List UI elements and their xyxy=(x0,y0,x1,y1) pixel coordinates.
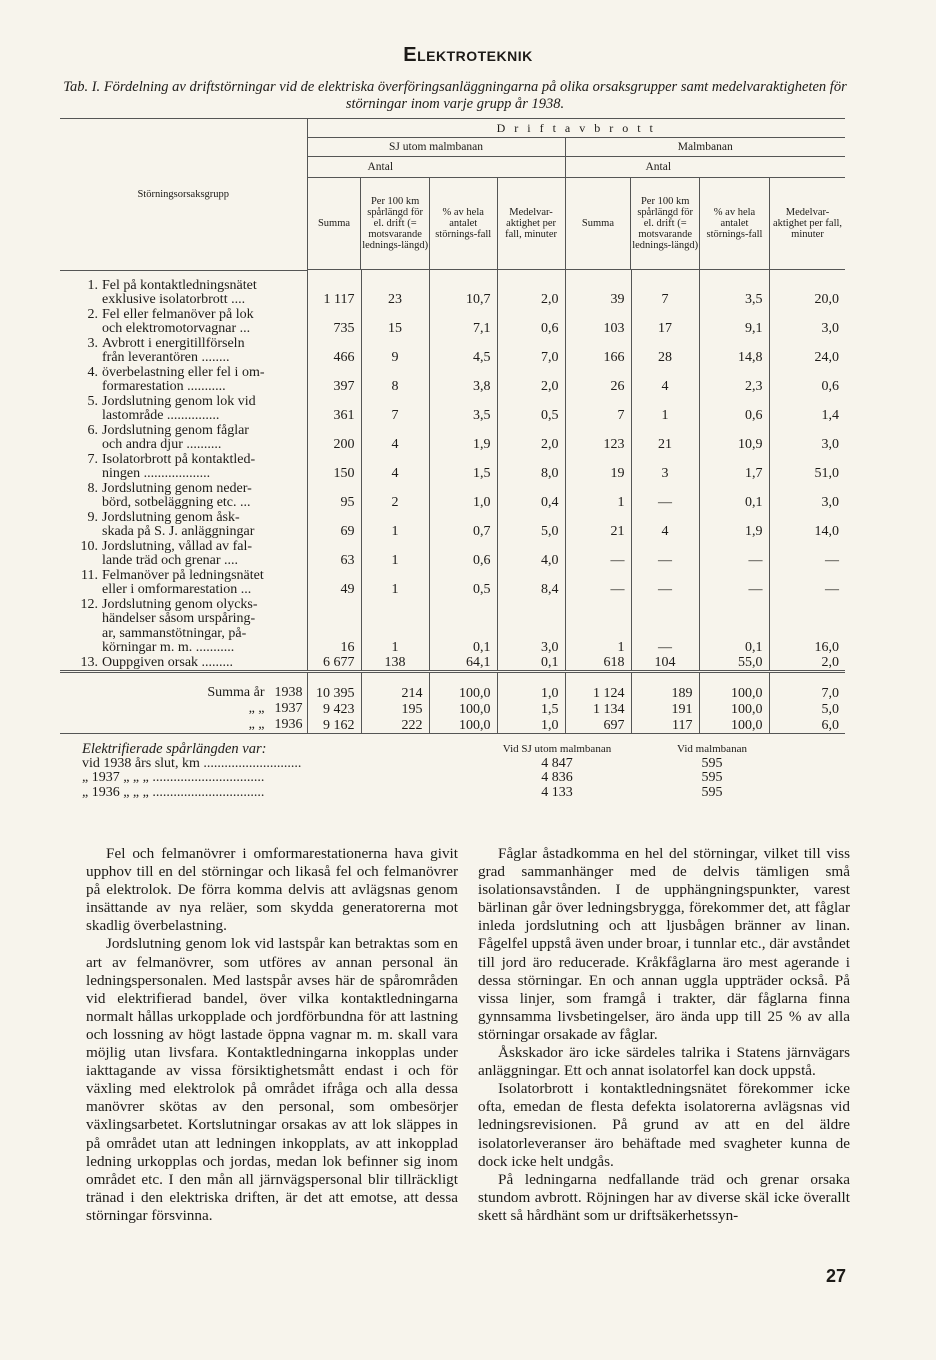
table-cell: 23 xyxy=(361,293,429,308)
table-cell: 1,5 xyxy=(429,467,497,482)
table-cell: 5,0 xyxy=(497,525,565,540)
electrified-row xyxy=(82,771,792,786)
table-row xyxy=(60,308,845,323)
table-row xyxy=(60,270,845,293)
row-label: överbelastning eller fel i om- xyxy=(102,364,265,380)
row-number: 6. xyxy=(87,422,98,438)
table-cell: 0,1 xyxy=(429,641,497,656)
sum-cell: 189 xyxy=(631,672,699,702)
row-number: 8. xyxy=(87,480,98,496)
table-row xyxy=(60,569,845,584)
table-cell: 17 xyxy=(631,322,699,337)
header-antal-malm: Antal xyxy=(645,160,672,173)
table-cell: — xyxy=(699,583,769,598)
table-row xyxy=(60,453,845,468)
table-cell: 95 xyxy=(307,496,361,511)
table-cell: 14,8 xyxy=(699,351,769,366)
table-cell: 14,0 xyxy=(769,525,845,540)
table-cell: 9 xyxy=(361,351,429,366)
table-cell: 24,0 xyxy=(769,351,845,366)
paragraph: På ledningarna nedfallande träd och grenar orsaka stundom avbrott. Röjningen har av diverse skäl icke överallt skett så hårdhänt som ur driftsäkerhetssyn- xyxy=(478,1170,850,1224)
table-cell: 3,0 xyxy=(769,496,845,511)
table-cell: 618 xyxy=(565,656,631,672)
row-label: Fel eller felmanöver på lok xyxy=(102,306,254,322)
sum-year: 1938 xyxy=(274,685,303,700)
sum-cell: 5,0 xyxy=(769,701,845,717)
table-row xyxy=(60,395,845,410)
table-cell: — xyxy=(699,554,769,569)
table-cell: — xyxy=(565,583,631,598)
table-cell: 1 xyxy=(565,496,631,511)
sum-cell: 100,0 xyxy=(699,701,769,717)
sum-label: „ „ xyxy=(248,717,265,732)
row-label: börd, sotbeläggning etc. ... xyxy=(102,495,251,510)
row-label: och andra djur .......... xyxy=(102,437,222,452)
table-cell: 3,0 xyxy=(769,322,845,337)
table-row xyxy=(60,409,845,424)
table-cell: 6 677 xyxy=(307,656,361,672)
sum-year: 1936 xyxy=(274,717,303,732)
table-cell: 200 xyxy=(307,438,361,453)
table-cell: 49 xyxy=(307,583,361,598)
table-cell: 1,7 xyxy=(699,467,769,482)
table-row xyxy=(60,351,845,366)
row-label: Ouppgiven orsak ......... xyxy=(102,654,234,670)
table-cell: — xyxy=(565,554,631,569)
sum-cell: 9 162 xyxy=(307,717,361,734)
table-cell: — xyxy=(631,641,699,656)
sum-row xyxy=(60,672,845,702)
table-cell: 735 xyxy=(307,322,361,337)
row-number: 10. xyxy=(80,538,98,554)
sum-cell: 7,0 xyxy=(769,672,845,702)
table-cell: 16,0 xyxy=(769,641,845,656)
row-label: eller i omformarestation ... xyxy=(102,582,252,597)
table-cell: — xyxy=(769,583,845,598)
table-cell: 361 xyxy=(307,409,361,424)
electrified-row xyxy=(82,786,792,801)
sum-cell: 100,0 xyxy=(699,717,769,734)
table-cell: 64,1 xyxy=(429,656,497,672)
table-cell: 10,9 xyxy=(699,438,769,453)
paragraph: Fåglar åstadkomma en hel del störningar, vilket till viss grad sammanhänger med de delvis tämligen små isolationsavstånden. I de upphängningspunkter, varest bärlinan går över ledningsbrygga, förekommer det, att fåglar inleda jordslutning och att ljusbågen bränner av linan. Fågelfel uppstå även under broar, i tunnlar etc., där avståndet till jord äro reducerade. Kråkfåglarna äro mest agerande i dessa störningar. En och annan uggla uppträder också. På vissa linjer, som framgå i trakter, där fåglarna finna gynnsamma livsbetingelser, äro ända upp till 25 % av alla störningar orsakade av fåglar. xyxy=(478,845,850,1043)
table-cell: 104 xyxy=(631,656,699,672)
table-row xyxy=(60,322,845,337)
header-sj: SJ utom malmbanan xyxy=(389,140,483,153)
row-label: Isolatorbrott på kontaktled- xyxy=(102,451,256,467)
table-row xyxy=(60,337,845,352)
table-cell: 0,7 xyxy=(429,525,497,540)
row-number: 5. xyxy=(87,393,98,409)
sum-year: 1937 xyxy=(274,701,303,716)
table-cell: — xyxy=(631,496,699,511)
sum-label: „ „ xyxy=(248,701,265,716)
row-number: 9. xyxy=(87,509,98,525)
table-cell: 4,0 xyxy=(497,554,565,569)
table-cell: 1 xyxy=(361,641,429,656)
table-row xyxy=(60,583,845,598)
table-cell: 2 xyxy=(361,496,429,511)
table-cell: 103 xyxy=(565,322,631,337)
table-cell: 3,0 xyxy=(769,438,845,453)
table-cell: 4,5 xyxy=(429,351,497,366)
row-label: Jordslutning genom fåglar xyxy=(102,422,249,438)
electrified-label: „ 1937 „ „ „ ................................ xyxy=(82,771,265,785)
table-cell: 28 xyxy=(631,351,699,366)
table-cell: 63 xyxy=(307,554,361,569)
disturbance-table xyxy=(60,118,845,734)
table-cell: 7 xyxy=(565,409,631,424)
header-antal-sj: Antal xyxy=(367,160,394,173)
table-cell: 3,0 xyxy=(497,641,565,656)
row-label: händelser såsom urspåring- xyxy=(102,611,256,626)
row-label: Jordslutning genom neder- xyxy=(102,480,252,496)
header-per100-sj: Per 100 km spårlängd för el. drift (= motsvarande lednings-längd) xyxy=(362,196,429,251)
row-label: Avbrott i energitillförseln xyxy=(102,335,245,351)
table-row xyxy=(60,641,845,656)
table-cell: 397 xyxy=(307,380,361,395)
caption-tab: Tab. I. xyxy=(63,79,101,95)
table-row xyxy=(60,598,845,613)
table-row xyxy=(60,525,845,540)
row-number: 7. xyxy=(87,451,98,467)
electrified-row xyxy=(82,757,792,772)
table-cell: 166 xyxy=(565,351,631,366)
header-group: Störningsorsaksgrupp xyxy=(137,188,230,200)
row-label: från leverantören ........ xyxy=(102,350,230,365)
table-row xyxy=(60,627,845,642)
row-number: 12. xyxy=(80,596,98,612)
table-cell: 3,8 xyxy=(429,380,497,395)
table-cell: 4 xyxy=(361,467,429,482)
table-row xyxy=(60,438,845,453)
table-cell: 0,1 xyxy=(497,656,565,672)
header-pct-sj: % av hela antalet störnings-fall xyxy=(435,207,492,240)
table-cell: 1 xyxy=(631,409,699,424)
table-row xyxy=(60,424,845,439)
table-cell: 69 xyxy=(307,525,361,540)
header-summa-sj: Summa xyxy=(317,218,351,229)
table-cell: 7,1 xyxy=(429,322,497,337)
header-medel-malm: Medelvar-aktighet per fall, minuter xyxy=(772,207,843,240)
table-cell: 2,0 xyxy=(769,656,845,672)
table-cell: 21 xyxy=(631,438,699,453)
body-column-right xyxy=(478,845,850,1225)
row-number: 1. xyxy=(87,277,98,293)
table-cell: 0,6 xyxy=(699,409,769,424)
table-cell: 0,1 xyxy=(699,496,769,511)
row-number: 3. xyxy=(87,335,98,351)
table-cell: 1,9 xyxy=(429,438,497,453)
table-cell: 3 xyxy=(631,467,699,482)
row-label: lande träd och grenar .... xyxy=(102,553,239,568)
table-row xyxy=(60,540,845,555)
table-cell: 26 xyxy=(565,380,631,395)
paragraph: Åskskador äro icke särdeles talrika i Statens järnvägars anläggningar. Ett och annat isolatorfel kan dock uppstå. xyxy=(478,1044,850,1080)
sum-label: Summa år xyxy=(207,685,265,700)
table-body xyxy=(60,270,845,672)
row-label: exklusive isolatorbrott .... xyxy=(102,292,246,307)
table-cell: 4 xyxy=(361,438,429,453)
body-column-left xyxy=(86,845,458,1225)
sum-cell: 100,0 xyxy=(429,717,497,734)
header-pct-malm: % av hela antalet störnings-fall xyxy=(706,207,763,240)
table-cell: 3,5 xyxy=(699,293,769,308)
table-cell: 51,0 xyxy=(769,467,845,482)
table-row xyxy=(60,293,845,308)
sum-cell: 1,0 xyxy=(497,717,565,734)
sum-cell: 214 xyxy=(361,672,429,702)
sum-cell: 100,0 xyxy=(429,701,497,717)
table-cell: 8 xyxy=(361,380,429,395)
table-row xyxy=(60,482,845,497)
table-cell: 1 xyxy=(565,641,631,656)
row-number: 2. xyxy=(87,306,98,322)
page-number: 27 xyxy=(826,1266,847,1286)
row-label: Jordslutning genom åsk- xyxy=(102,509,240,525)
table-cell: 123 xyxy=(565,438,631,453)
electrified-label: „ 1936 „ „ „ ................................ xyxy=(82,785,265,800)
table-row xyxy=(60,380,845,395)
row-label: formarestation ........... xyxy=(102,379,226,394)
electrified-b: 595 xyxy=(701,756,723,771)
row-label: Felmanöver på ledningsnätet xyxy=(102,567,264,583)
header-medel-sj: Medelvar-aktighet per fall, minuter xyxy=(505,207,557,240)
table-cell: 0,6 xyxy=(769,380,845,395)
table-cell: 21 xyxy=(565,525,631,540)
sum-cell: 222 xyxy=(361,717,429,734)
sum-cell: 1 124 xyxy=(565,672,631,702)
row-label: Jordslutning genom lok vid xyxy=(102,393,256,409)
row-number: 11. xyxy=(81,567,98,583)
table-cell: — xyxy=(631,583,699,598)
table-cell: 7,0 xyxy=(497,351,565,366)
table-cell: 8,0 xyxy=(497,467,565,482)
electrified-title: Elektrifierade spårlängden var: xyxy=(82,741,267,757)
paragraph: Jordslutning genom lok vid lastspår kan betraktas som en art av felmanövrer, som utföres av annan personal än ledningspersonalen. Med lastspår avses här de spårområden vid elektrifierad bandel, över vilka kontaktledningarna normalt hållas urkopplade och jordförbundna för att lastning och lossning av högt lastade öppna vagnar m. m. skall vara möjlig utan livsfara. Kontaktledningarna inkopplas under iakttagande av vissa försiktighetsmått endast i och för växling med elektrolok på området ifråga och alla dessa manövrer skötas av den personal, som ombesörjer växlingsarbetet. Kortslutningar orsakas av att lok släppes in på området utan att ledningen inkopplats, av att inkopplad ledning urkopplas och jordas, medan lok befinner sig inom området etc. I den mån all järnvägspersonal blir tillräckligt tränad i den elektriska driften, är det att emotse, att dessa störningar försvinna. xyxy=(86,935,458,1224)
table-cell: 2,0 xyxy=(497,438,565,453)
electrified-label: vid 1938 års slut, km ............................ xyxy=(82,756,302,771)
table-cell: 138 xyxy=(361,656,429,672)
table-cell: 2,0 xyxy=(497,293,565,308)
row-label: och elektromotorvagnar ... xyxy=(102,321,251,336)
row-number: 4. xyxy=(87,364,98,380)
table-caption xyxy=(60,79,850,113)
table-cell: 466 xyxy=(307,351,361,366)
table-cell: 4 xyxy=(631,525,699,540)
table-cell: 1 117 xyxy=(307,293,361,308)
row-label: körningar m. m. ........... xyxy=(102,640,235,655)
table-cell: 15 xyxy=(361,322,429,337)
table-cell: 0,4 xyxy=(497,496,565,511)
sum-cell: 1 134 xyxy=(565,701,631,717)
table-row xyxy=(60,467,845,482)
electrified-a: 4 847 xyxy=(541,756,573,771)
table-cell: 150 xyxy=(307,467,361,482)
table-row xyxy=(60,511,845,526)
table-cell: 1 xyxy=(361,554,429,569)
sum-cell: 6,0 xyxy=(769,717,845,734)
table-cell: 10,7 xyxy=(429,293,497,308)
electrified-a: 4 133 xyxy=(541,785,573,800)
table-cell: 1,9 xyxy=(699,525,769,540)
table-cell: 7 xyxy=(631,293,699,308)
electrified-b: 595 xyxy=(701,771,723,785)
table-cell: 0,5 xyxy=(497,409,565,424)
row-label: ar, sammanstötningar, på- xyxy=(102,625,247,641)
table-row xyxy=(60,656,845,672)
header-summa-malm: Summa xyxy=(581,218,614,229)
row-label: lastområde ............... xyxy=(102,408,220,423)
table-cell: 0,6 xyxy=(497,322,565,337)
row-label: skada på S. J. anläggningar xyxy=(102,524,255,539)
table-cell: 2,0 xyxy=(497,380,565,395)
row-label: Jordslutning, vållad av fal- xyxy=(102,538,253,554)
table-cell: 1 xyxy=(361,583,429,598)
table-cell: 7 xyxy=(361,409,429,424)
row-number: 13. xyxy=(80,654,98,670)
table-cell: 0,6 xyxy=(429,554,497,569)
sum-cell: 100,0 xyxy=(699,672,769,702)
table-cell: 0,1 xyxy=(699,641,769,656)
table-row xyxy=(60,496,845,511)
sum-cell: 100,0 xyxy=(429,672,497,702)
sum-cell: 1,5 xyxy=(497,701,565,717)
sum-cell: 10 395 xyxy=(307,672,361,702)
header-per100-malm: Per 100 km spårlängd för el. drift (= motsvarande lednings-längd) xyxy=(632,196,699,251)
sum-cell: 195 xyxy=(361,701,429,717)
paragraph: Fel och felmanövrer i omformarestationerna hava givit upphov till en del störningar och likaså fel och felmanövrer på elektrolok. De förra komma delvis att avlägsnas genom insättande av nya reläer, som skydda generatorerna mot skadlig överbelastning. xyxy=(86,845,458,935)
table-cell: 1 xyxy=(361,525,429,540)
table-cell: 4 xyxy=(631,380,699,395)
row-label: Jordslutning genom olycks- xyxy=(102,596,258,612)
table-cell: 1,0 xyxy=(429,496,497,511)
electrified-b: 595 xyxy=(701,785,723,800)
table-cell: 9,1 xyxy=(699,322,769,337)
sum-row xyxy=(60,701,845,717)
sum-cell: 1,0 xyxy=(497,672,565,702)
table-row xyxy=(60,366,845,381)
table-row xyxy=(60,554,845,569)
table-cell: 16 xyxy=(307,641,361,656)
sum-cell: 191 xyxy=(631,701,699,717)
caption-text: Fördelning av driftstörningar vid de elektriska överföringsanläggningarna på olika orsaksgrupper samt medelvaraktigheten för störningar inom varje grupp år 1938. xyxy=(103,79,847,112)
table-cell: 3,5 xyxy=(429,409,497,424)
header-driftavbrott: D r i f t a v b r o t t xyxy=(496,120,656,135)
table-cell: 19 xyxy=(565,467,631,482)
table-cell: 2,3 xyxy=(699,380,769,395)
table-row xyxy=(60,612,845,627)
sum-row xyxy=(60,717,845,734)
sum-cell: 9 423 xyxy=(307,701,361,717)
table-cell: — xyxy=(631,554,699,569)
sum-cell: 117 xyxy=(631,717,699,734)
table-cell: 1,4 xyxy=(769,409,845,424)
journal-title: Elektroteknik xyxy=(403,44,533,66)
sum-cell: 697 xyxy=(565,717,631,734)
table-cell: 20,0 xyxy=(769,293,845,308)
row-label: Fel på kontaktledningsnätet xyxy=(102,277,257,293)
paragraph: Isolatorbrott i kontaktledningsnätet förekommer icke ofta, emedan de flesta defekta isolatorerna avlägsnas vid ledningsrevisionen. På grund av att en del äldre isolatorleveranser äro behäftade med svagheter kunna de dock icke helt undgås. xyxy=(478,1080,850,1170)
table-cell: 8,4 xyxy=(497,583,565,598)
table-cell: 0,5 xyxy=(429,583,497,598)
table-cell: 55,0 xyxy=(699,656,769,672)
table-cell: — xyxy=(769,554,845,569)
row-label: ningen ................... xyxy=(102,466,211,481)
table-sums xyxy=(60,672,845,734)
table-cell: 39 xyxy=(565,293,631,308)
electrified-a: 4 836 xyxy=(541,771,573,785)
electrified-col1: Vid SJ utom malmbanan xyxy=(502,743,612,756)
header-malm: Malmbanan xyxy=(677,140,733,153)
electrified-col2: Vid malmbanan xyxy=(677,743,747,756)
electrified-table xyxy=(82,742,792,800)
